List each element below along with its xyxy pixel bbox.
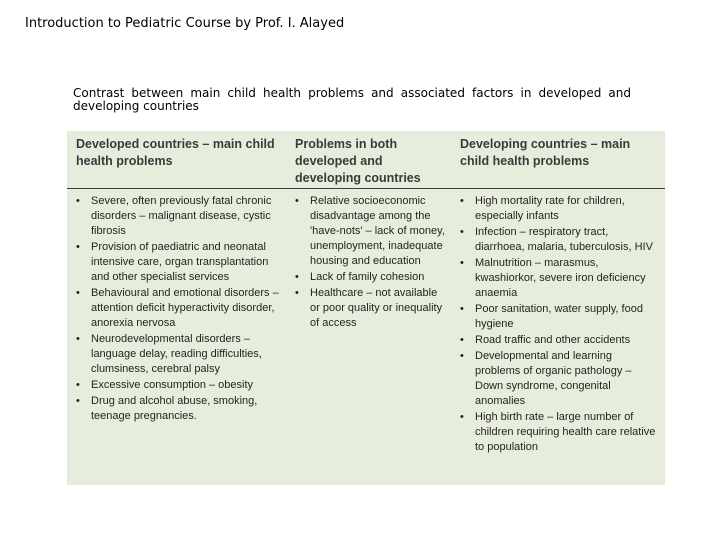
list-item: • Behavioural and emotional disorders – attention deficit hyperactivity disorder, anorexia nervosa [76, 286, 281, 331]
list-item: • Drug and alcohol abuse, smoking, teenage pregnancies. [76, 394, 281, 424]
column-both [295, 194, 450, 332]
list-item: • Road traffic and other accidents [460, 333, 660, 348]
header-developing: Developing countries – main child health problems [460, 137, 631, 168]
list-item: • Provision of paediatric and neonatal intensive care, organ transplantation and other specialist services [76, 240, 281, 285]
table-caption: Contrast between main child health problems and associated factors in developed and developing countries [73, 86, 631, 113]
column-developed [76, 194, 281, 425]
list-item: • Developmental and learning problems of organic pathology – Down syndrome, congenital anomalies [460, 349, 660, 409]
list-item: • Excessive consumption – obesity [76, 378, 281, 393]
page-title: Introduction to Pediatric Course by Prof. I. Alayed [25, 16, 345, 31]
comparison-table [67, 131, 665, 485]
list-item: • Neurodevelopmental disorders – language delay, reading difficulties, clumsiness, cerebral palsy [76, 332, 281, 377]
list-item: • High mortality rate for children, especially infants [460, 194, 660, 224]
table-header-row [67, 131, 665, 189]
list-item: • Malnutrition – marasmus, kwashiorkor, severe iron deficiency anaemia [460, 256, 660, 301]
list-item: • Lack of family cohesion [295, 270, 450, 285]
list-item: • Infection – respiratory tract, diarrhoea, malaria, tuberculosis, HIV [460, 225, 660, 255]
list-item: • Poor sanitation, water supply, food hygiene [460, 302, 660, 332]
list-item: • Relative socioeconomic disadvantage among the 'have-nots' – lack of money, unemployment, inadequate housing and education [295, 194, 450, 269]
header-developed: Developed countries – main child health problems [76, 137, 275, 168]
column-developing [460, 194, 660, 456]
list-item: • High birth rate – large number of children requiring health care relative to population [460, 410, 660, 455]
header-both: Problems in both developed and developing countries [295, 137, 421, 185]
list-item: • Healthcare – not available or poor quality or inequality of access [295, 286, 450, 331]
list-item: • Severe, often previously fatal chronic disorders – malignant disease, cystic fibrosis [76, 194, 281, 239]
